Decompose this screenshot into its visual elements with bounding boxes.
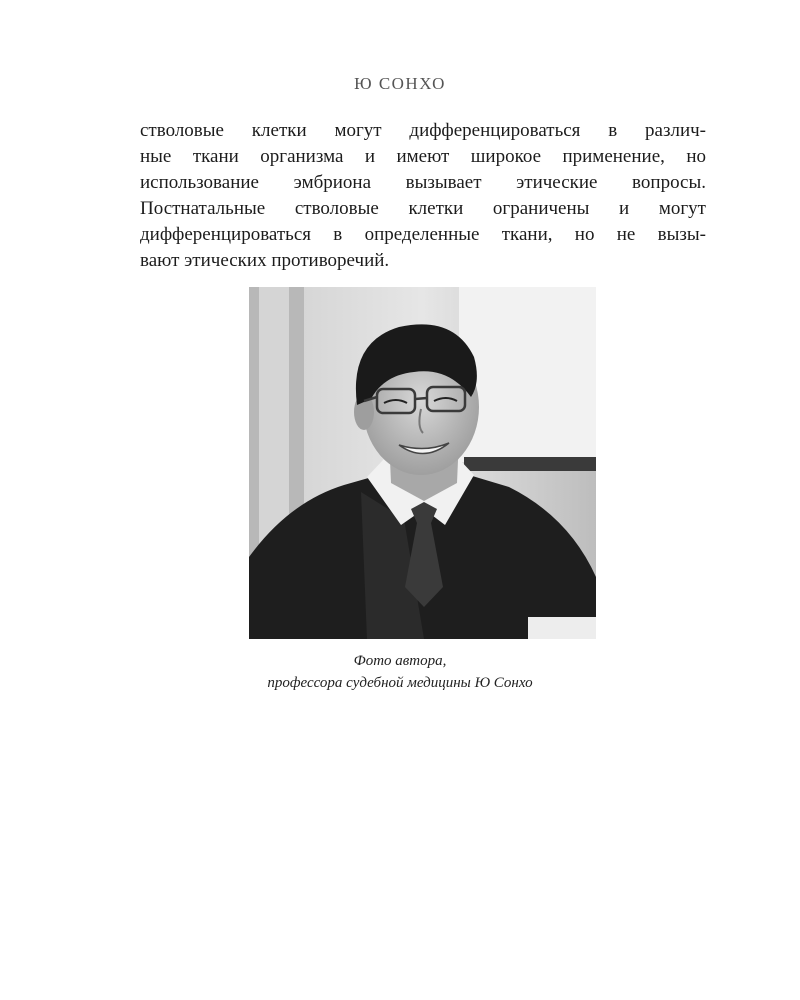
author-photo <box>249 287 596 639</box>
caption-line: профессора судебной медицины Ю Сонхо <box>267 675 533 691</box>
paragraph-line: дифференцироваться в определенные ткани, но не вызы- <box>140 224 706 245</box>
paragraph-line: ные ткани организма и имеют широкое применение, но <box>140 146 706 167</box>
body-paragraph <box>140 118 706 274</box>
paragraph-line: Постнатальные стволовые клетки ограничены и могут <box>140 198 706 219</box>
paragraph-line: использование эмбриона вызывает этические вопросы. <box>140 172 706 193</box>
paragraph-line: стволовые клетки могут дифференцироваться в различ- <box>140 120 706 141</box>
photo-caption <box>0 650 800 694</box>
running-head: Ю СОНХО <box>354 74 446 93</box>
caption-line: Фото автора, <box>353 653 447 669</box>
paragraph-line: вают этических противоречий. <box>140 250 390 271</box>
